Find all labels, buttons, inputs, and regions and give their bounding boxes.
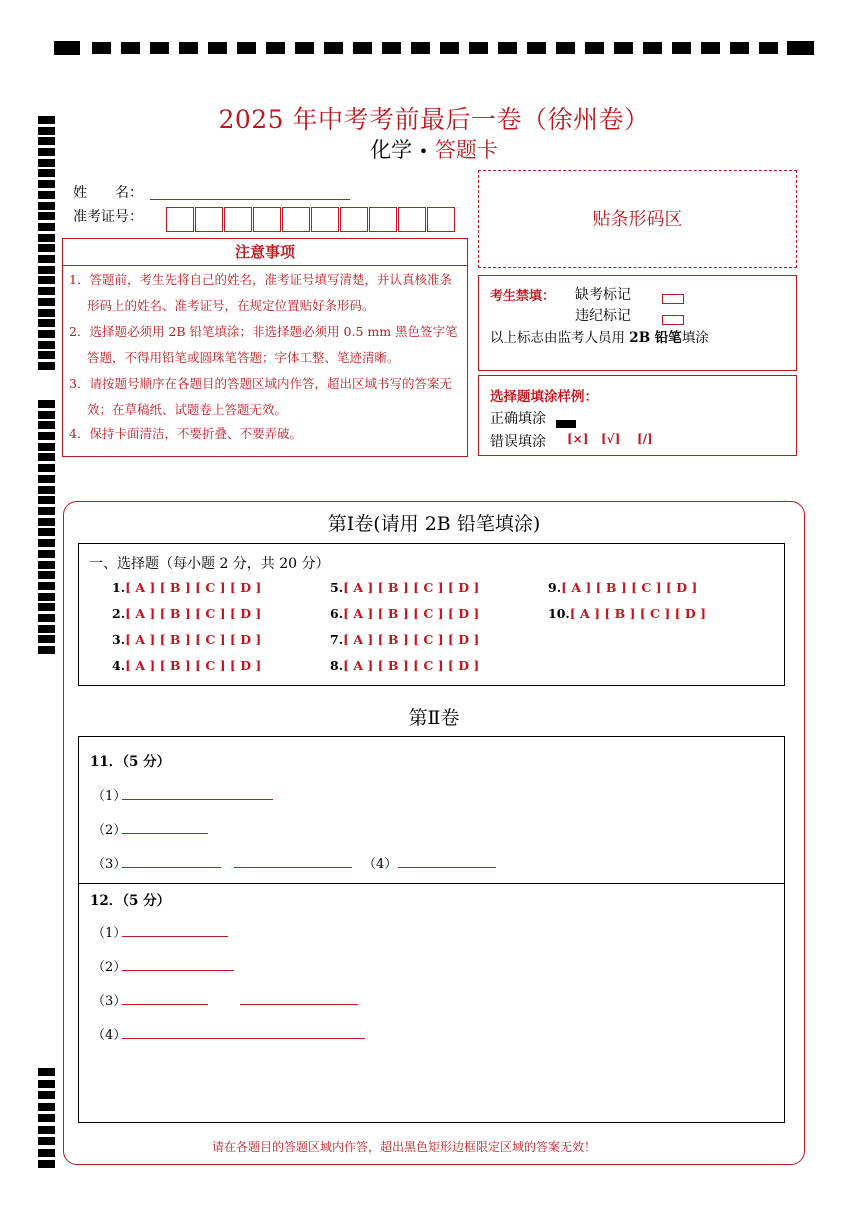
correct-label: 正确填涂 xyxy=(490,411,546,427)
fill-example-heading: 选择题填涂样例： xyxy=(490,389,598,405)
q11-blank-3a[interactable] xyxy=(122,867,221,868)
timing-mark xyxy=(38,603,55,611)
choice-question-10[interactable] xyxy=(548,606,706,621)
timing-mark xyxy=(38,1103,55,1111)
subtitle-dot: • xyxy=(418,142,429,161)
note-prefix: 以上标志由监考人员用 xyxy=(490,330,630,346)
timing-mark xyxy=(38,561,55,569)
timing-mark xyxy=(38,593,55,601)
timing-mark xyxy=(38,625,55,633)
timing-mark xyxy=(38,421,55,429)
q11-sub2: （2） xyxy=(92,823,127,838)
question-number: 5. xyxy=(330,580,344,595)
timing-mark xyxy=(38,539,55,547)
question-number: 4. xyxy=(112,658,126,673)
timing-mark xyxy=(38,298,55,306)
answer-options[interactable]: [ A ] [ B ] [ C ] [ D ] xyxy=(125,632,262,647)
timing-mark xyxy=(38,255,55,263)
q11-sub4: （4） xyxy=(363,857,398,872)
notice-item: 1．答题前，考生先将自己的姓名，准考证号填写清楚，并认真核准条 xyxy=(69,272,452,287)
notice-box xyxy=(62,238,468,457)
note-bold: 2B 铅笔 xyxy=(629,330,682,346)
violation-label: 违纪标记 xyxy=(575,308,631,324)
timing-mark xyxy=(38,646,55,654)
exam-ban-note xyxy=(490,326,709,346)
q12-blank-2[interactable] xyxy=(122,970,234,971)
timing-mark xyxy=(38,582,55,590)
choice-question-5[interactable] xyxy=(330,580,479,595)
timing-mark xyxy=(38,464,55,472)
choice-question-7[interactable] xyxy=(330,632,479,647)
timing-mark xyxy=(38,276,55,284)
timing-mark xyxy=(38,234,55,242)
timing-mark xyxy=(38,351,55,359)
wrong-label: 错误填涂 xyxy=(490,434,546,450)
id-digit-box[interactable] xyxy=(224,207,252,232)
notice-item: 3．请按题号顺序在各题目的答题区域内作答，超出区域书写的答案无 xyxy=(69,376,452,391)
timing-mark xyxy=(38,191,55,199)
q12-sub1: （1） xyxy=(92,926,127,941)
wrong-mark-slash: [/] xyxy=(637,432,653,446)
timing-mark xyxy=(38,1114,55,1122)
question-number: 8. xyxy=(330,658,344,673)
q12-sub2: （2） xyxy=(92,960,127,975)
id-digit-box[interactable] xyxy=(311,207,339,232)
exam-ban-box xyxy=(478,275,797,371)
notice-item: 形码上的姓名、准考证号，在规定位置贴好条形码。 xyxy=(87,298,375,313)
exam-ban-label: 考生禁填： xyxy=(490,289,556,304)
q11-sub1: （1） xyxy=(92,789,127,804)
question-number: 9. xyxy=(548,580,562,595)
id-digit-box[interactable] xyxy=(427,207,455,232)
footer-note: 请在各题目的答题区域内作答，超出黑色矩形边框限定区域的答案无效！ xyxy=(211,1140,596,1154)
timing-mark xyxy=(38,169,55,177)
q12-blank-1[interactable] xyxy=(122,936,228,937)
part2-title: 第Ⅱ卷 xyxy=(408,707,460,729)
timing-mark xyxy=(38,1126,55,1134)
timing-mark xyxy=(38,614,55,622)
notice-item: 2．选择题必须用 2B 铅笔填涂；非选择题必须用 0.5 mm 黑色签字笔 xyxy=(69,324,458,339)
timing-mark xyxy=(38,453,55,461)
timing-mark xyxy=(38,1080,55,1088)
timing-mark xyxy=(38,266,55,274)
question-number: 10. xyxy=(548,606,570,621)
subtitle xyxy=(0,134,868,164)
timing-mark xyxy=(38,550,55,558)
wrong-mark-check: [√] xyxy=(601,432,621,446)
q12-sub4: （4） xyxy=(92,1028,127,1043)
timing-mark xyxy=(38,1091,55,1099)
timing-mark xyxy=(38,319,55,327)
timing-mark xyxy=(38,432,55,440)
answer-options[interactable]: [ A ] [ B ] [ C ] [ D ] xyxy=(343,606,480,621)
page-title: 2025 年中考考前最后一卷（徐州卷） xyxy=(218,105,650,134)
wrong-mark-x: [×] xyxy=(567,432,589,446)
timing-mark xyxy=(38,475,55,483)
timing-mark xyxy=(38,341,55,349)
id-digit-box[interactable] xyxy=(282,207,310,232)
timing-mark xyxy=(38,223,55,231)
choice-question-1[interactable] xyxy=(112,580,261,595)
answer-options[interactable]: [ A ] [ B ] [ C ] [ D ] xyxy=(125,658,262,673)
answer-options[interactable]: [ A ] [ B ] [ C ] [ D ] xyxy=(343,632,480,647)
q11-label-text: 11．（5 分） xyxy=(90,754,171,770)
choice-question-8[interactable] xyxy=(330,658,479,673)
fill-example-box xyxy=(478,375,797,456)
part1-title: 第Ⅰ卷(请用 2B 铅笔填涂) xyxy=(327,513,541,535)
id-digit-box[interactable] xyxy=(253,207,281,232)
id-digit-box[interactable] xyxy=(398,207,426,232)
question-number: 2. xyxy=(112,606,126,621)
answer-options[interactable]: [ A ] [ B ] [ C ] [ D ] xyxy=(125,580,262,595)
answer-options[interactable]: [ A ] [ B ] [ C ] [ D ] xyxy=(561,580,698,595)
timing-mark xyxy=(38,571,55,579)
timing-marks-top xyxy=(54,42,814,56)
timing-mark xyxy=(38,1160,55,1168)
q12-label xyxy=(90,889,170,909)
q12-box xyxy=(78,883,785,1123)
q11-box xyxy=(78,736,785,884)
timing-mark xyxy=(38,496,55,504)
timing-mark xyxy=(38,1068,55,1076)
notice-item: 4．保持卡面清洁，不要折叠、不要弄破。 xyxy=(69,426,302,441)
q11-blank-3b[interactable] xyxy=(234,867,352,868)
choice-question-3[interactable] xyxy=(112,632,261,647)
q12-blank-4[interactable] xyxy=(122,1038,365,1039)
q12-blank-3b[interactable] xyxy=(240,1004,358,1005)
q12-sub3: （3） xyxy=(92,994,127,1009)
barcode-label: 贴条形码区 xyxy=(592,209,683,230)
timing-mark xyxy=(38,287,55,295)
question-number: 6. xyxy=(330,606,344,621)
id-digit-box[interactable] xyxy=(166,207,194,232)
timing-mark xyxy=(38,309,55,317)
choice-section-label: 一、选择题（每小题 2 分，共 20 分） xyxy=(89,556,330,572)
timing-mark xyxy=(38,244,55,252)
question-number: 7. xyxy=(330,632,344,647)
timing-mark xyxy=(38,202,55,210)
q11-sub3: （3） xyxy=(92,857,127,872)
q11-blank-4[interactable] xyxy=(398,867,496,868)
id-digit-box[interactable] xyxy=(369,207,397,232)
absent-label: 缺考标记 xyxy=(575,287,631,303)
timing-mark xyxy=(38,486,55,494)
q12-label-text: 12．（5 分） xyxy=(90,893,171,909)
notice-heading: 注意事项 xyxy=(63,239,467,266)
q11-label xyxy=(90,750,170,770)
absent-mark[interactable] xyxy=(662,288,684,307)
name-field[interactable] xyxy=(150,199,350,200)
card-label: 答题卡 xyxy=(434,138,498,162)
choice-question-2[interactable] xyxy=(112,606,261,621)
choice-question-6[interactable] xyxy=(330,606,479,621)
q11-blank-1[interactable] xyxy=(122,799,273,800)
timing-mark xyxy=(38,635,55,643)
timing-mark xyxy=(38,411,55,419)
question-number: 1. xyxy=(112,580,126,595)
q12-blank-3a[interactable] xyxy=(122,1004,208,1005)
id-label: 准考证号： xyxy=(73,209,143,225)
timing-mark xyxy=(38,443,55,451)
question-number: 3. xyxy=(112,632,126,647)
answer-options[interactable]: [ A ] [ B ] [ C ] [ D ] xyxy=(343,580,480,595)
timing-mark xyxy=(38,180,55,188)
notice-item: 效；在草稿纸、试题卷上答题无效。 xyxy=(87,402,288,417)
id-digit-box[interactable] xyxy=(195,207,223,232)
answer-options[interactable]: [ A ] [ B ] [ C ] [ D ] xyxy=(569,606,706,621)
choice-question-9[interactable] xyxy=(548,580,697,595)
note-suffix: 填涂 xyxy=(681,330,709,346)
name-label: 姓 名： xyxy=(73,185,143,201)
answer-options[interactable]: [ A ] [ B ] [ C ] [ D ] xyxy=(125,606,262,621)
notice-item: 答题，不得用铅笔或圆珠笔答题；字体工整、笔迹清晰。 xyxy=(87,350,400,365)
timing-mark xyxy=(38,330,55,338)
timing-mark xyxy=(38,212,55,220)
barcode-area xyxy=(478,170,797,268)
id-digit-box[interactable] xyxy=(340,207,368,232)
q11-blank-2[interactable] xyxy=(122,833,208,834)
timing-mark xyxy=(38,362,55,370)
subject-label: 化学 xyxy=(370,138,413,162)
choice-question-4[interactable] xyxy=(112,658,261,673)
correct-fill-example xyxy=(556,413,576,432)
timing-mark xyxy=(38,400,55,408)
answer-options[interactable]: [ A ] [ B ] [ C ] [ D ] xyxy=(343,658,480,673)
